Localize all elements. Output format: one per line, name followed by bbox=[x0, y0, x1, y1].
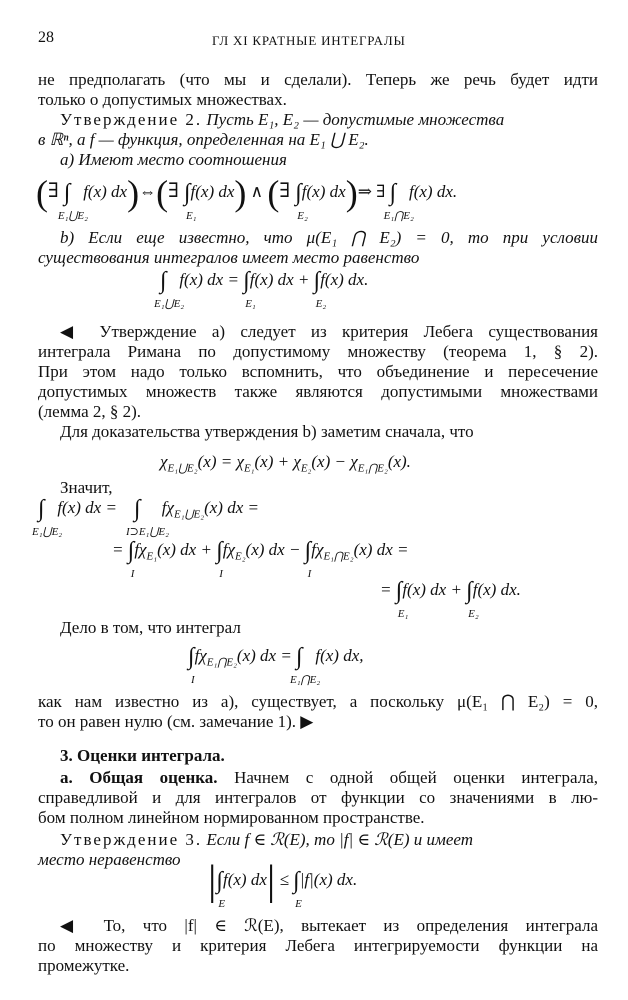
text-line: промежутке. bbox=[38, 956, 130, 975]
equation-4c: = ∫ E₁ f(x) dx + ∫ E₂ f(x) dx. bbox=[380, 578, 521, 621]
text-line: не предполагать (что мы и сделали). Теперь же речь будет идти bbox=[38, 70, 598, 89]
section-heading: 3. Оценки интеграла. bbox=[60, 746, 225, 765]
text-line: то он равен нулю (см. замечание 1). ▶ bbox=[38, 712, 314, 731]
subsection-label: а. Общая оценка. bbox=[60, 768, 218, 787]
text-line: ◀ Утверждение а) следует из критерия Лебега существования bbox=[60, 322, 598, 341]
part-b-text: существования интегралов имеет место равенство bbox=[38, 248, 420, 267]
text-line: допустимых множеств также являются допустимыми множествами bbox=[38, 382, 598, 401]
equation-2: ∫ E₁⋃E₂ f(x) dx = ∫ E₁ f(x) dx + ∫ E₂ f(x) dx. bbox=[154, 268, 369, 311]
text-line: Значит, bbox=[60, 478, 113, 497]
part-a-text: а) Имеют место соотношения bbox=[60, 150, 287, 169]
page-number: 28 bbox=[38, 29, 54, 46]
text-line: Для доказательства утверждения b) заметим сначала, что bbox=[60, 422, 474, 441]
statement-text: Если f ∈ ℛ(E), то |f| ∈ ℛ(E) и имеет bbox=[206, 830, 473, 849]
subsection-line bbox=[60, 768, 598, 788]
equation-4b: = ∫ I $f\chi_{E_1}(x)$ dx + ∫ I $f\chi_{E_2}(x)$ dx − ∫ I $f\chi_{E_1⋂E_2}(x)$ dx = bbox=[112, 538, 409, 581]
text-line: При этом надо только вспомнить, что объединение и пересечение bbox=[38, 362, 598, 381]
equation-5: ∫ I $f\chi_{E_1⋂E_2}(x)$ dx = ∫ E₁⋂E₂ f(x) dx, bbox=[188, 644, 364, 687]
text-line: по множеству и критерия Лебега интегрируемости функции на bbox=[38, 936, 598, 955]
text-line: справедливой и для интегралов от функции со значениями в лю- bbox=[38, 788, 598, 807]
part-b-text: b) Если еще известно, что μ(E₁ ⋂ E₂) = 0, то при условии bbox=[60, 228, 598, 247]
running-header: ГЛ XI КРАТНЫЕ ИНТЕГРАЛЫ bbox=[212, 33, 406, 48]
statement-3 bbox=[60, 830, 473, 850]
text-line: только о допустимых множествах. bbox=[38, 90, 287, 109]
text-line: бом полном линейном нормированном пространстве. bbox=[38, 808, 425, 827]
statement-text: место неравенство bbox=[38, 850, 181, 869]
text-line: интеграла Римана по допустимому множеству (теорема 1, § 2). bbox=[38, 342, 598, 361]
statement-label: Утверждение 2. bbox=[60, 110, 203, 129]
equation-3: $\chi_{E_1⋃E_2}(x) = \chi_{E_1}(x) + \chi_{E_2}(x) - \chi_{E_1⋂E_2}(x)$. bbox=[160, 452, 411, 475]
statement-text: Пусть E₁, E₂ — допустимые множества bbox=[206, 110, 505, 129]
text-line: ◀ То, что |f| ∈ ℛ(E), вытекает из определения интеграла bbox=[60, 916, 598, 935]
equation-4a: ∫ E₁⋃E₂ f(x) dx = ∫ I⊃E₁⋃E₂ $f\chi_{E_1⋃E_2}(x)$ dx = bbox=[32, 496, 259, 539]
statement-label: Утверждение 3. bbox=[60, 830, 203, 849]
text-line: как нам известно из а), существует, а поскольку μ(E₁ ⋂ E₂) = 0, bbox=[38, 692, 598, 711]
equation-6: |∫ E f(x) dx| ≤ ∫ E |f|(x) dx. bbox=[208, 858, 358, 910]
text-line: Начнем с одной общей оценки интеграла, bbox=[234, 768, 598, 787]
text-line: (лемма 2, § 2). bbox=[38, 402, 142, 421]
equation-1: (∃ ∫ E₁⋃E₂ f(x) dx)⇔(∃ ∫ E₁ f(x) dx) ∧ (∃ ∫ E₂ f(x) dx)⇒ ∃ ∫ E₁⋂E₂ f(x) dx. bbox=[36, 173, 458, 222]
text-line: Дело в том, что интеграл bbox=[60, 618, 241, 637]
statement-text: в ℝⁿ, а f — функция, определенная на E₁ ⋃ E₂. bbox=[38, 130, 369, 149]
statement-2 bbox=[60, 110, 504, 130]
